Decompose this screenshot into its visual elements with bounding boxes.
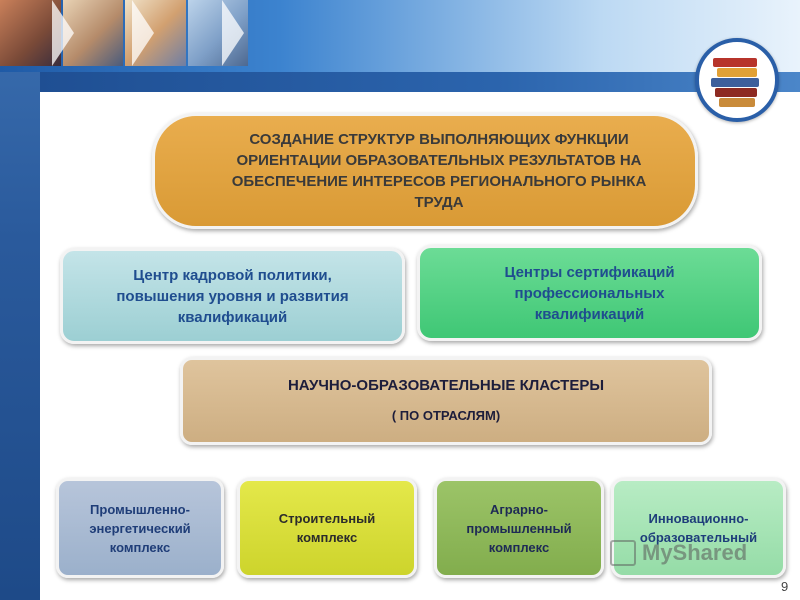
left-decor-band <box>0 0 40 600</box>
books-stack-icon <box>695 38 779 122</box>
page-number: 9 <box>781 579 789 594</box>
clusters-box <box>180 357 712 445</box>
chevron-icon <box>222 0 244 66</box>
header-photo-strip <box>0 0 250 66</box>
chevron-icon <box>52 0 74 66</box>
clusters-title: НАУЧНО-ОБРАЗОВАТЕЛЬНЫЕ КЛАСТЕРЫ <box>287 377 605 394</box>
hr-policy-line: повышения уровня и развития <box>116 287 349 305</box>
top-goal-line: ОБЕСПЕЧЕНИЕ ИНТЕРЕСОВ РЕГИОНАЛЬНОГО РЫНКА <box>231 173 647 190</box>
sector-line: Аграрно- <box>489 501 549 517</box>
hr-policy-line: Центр кадровой политики, <box>133 266 332 284</box>
certification-line: профессиональных <box>514 284 665 302</box>
certification-line: Центры сертификаций <box>504 263 675 281</box>
certification-centers-box <box>417 245 762 341</box>
sector-line: промышленный <box>466 520 572 536</box>
clusters-subtitle: ( ПО ОТРАСЛЯМ) <box>391 408 501 423</box>
presentation-icon <box>610 540 636 566</box>
hr-policy-center-box <box>60 248 405 344</box>
top-goal-line: ТРУДА <box>414 194 464 211</box>
top-goal-line: СОЗДАНИЕ СТРУКТУР ВЫПОЛНЯЮЩИХ ФУНКЦИИ <box>249 131 629 148</box>
watermark-text: MyShared <box>642 540 748 565</box>
sector-line: комплекс <box>488 539 550 555</box>
sector-line: Строительный <box>278 511 376 526</box>
sector-box-industrial-energy <box>56 478 224 578</box>
sector-line: комплекс <box>109 539 171 555</box>
sector-line: образовательный <box>639 530 758 545</box>
watermark <box>610 540 747 566</box>
sector-box-construction <box>237 478 417 578</box>
sector-line: энергетический <box>89 520 191 536</box>
sector-line: Инновационно- <box>648 511 749 526</box>
top-goal-box <box>152 113 698 229</box>
header-stripe <box>40 72 800 92</box>
chevron-icon <box>132 0 154 66</box>
sector-box-agro-industrial <box>434 478 604 578</box>
sector-line: комплекс <box>296 530 358 545</box>
sector-line: Промышленно- <box>90 501 190 517</box>
certification-line: квалификаций <box>534 305 645 323</box>
hr-policy-line: квалификаций <box>177 308 288 326</box>
top-goal-line: ОРИЕНТАЦИИ ОБРАЗОВАТЕЛЬНЫХ РЕЗУЛЬТАТОВ НА <box>236 152 642 169</box>
